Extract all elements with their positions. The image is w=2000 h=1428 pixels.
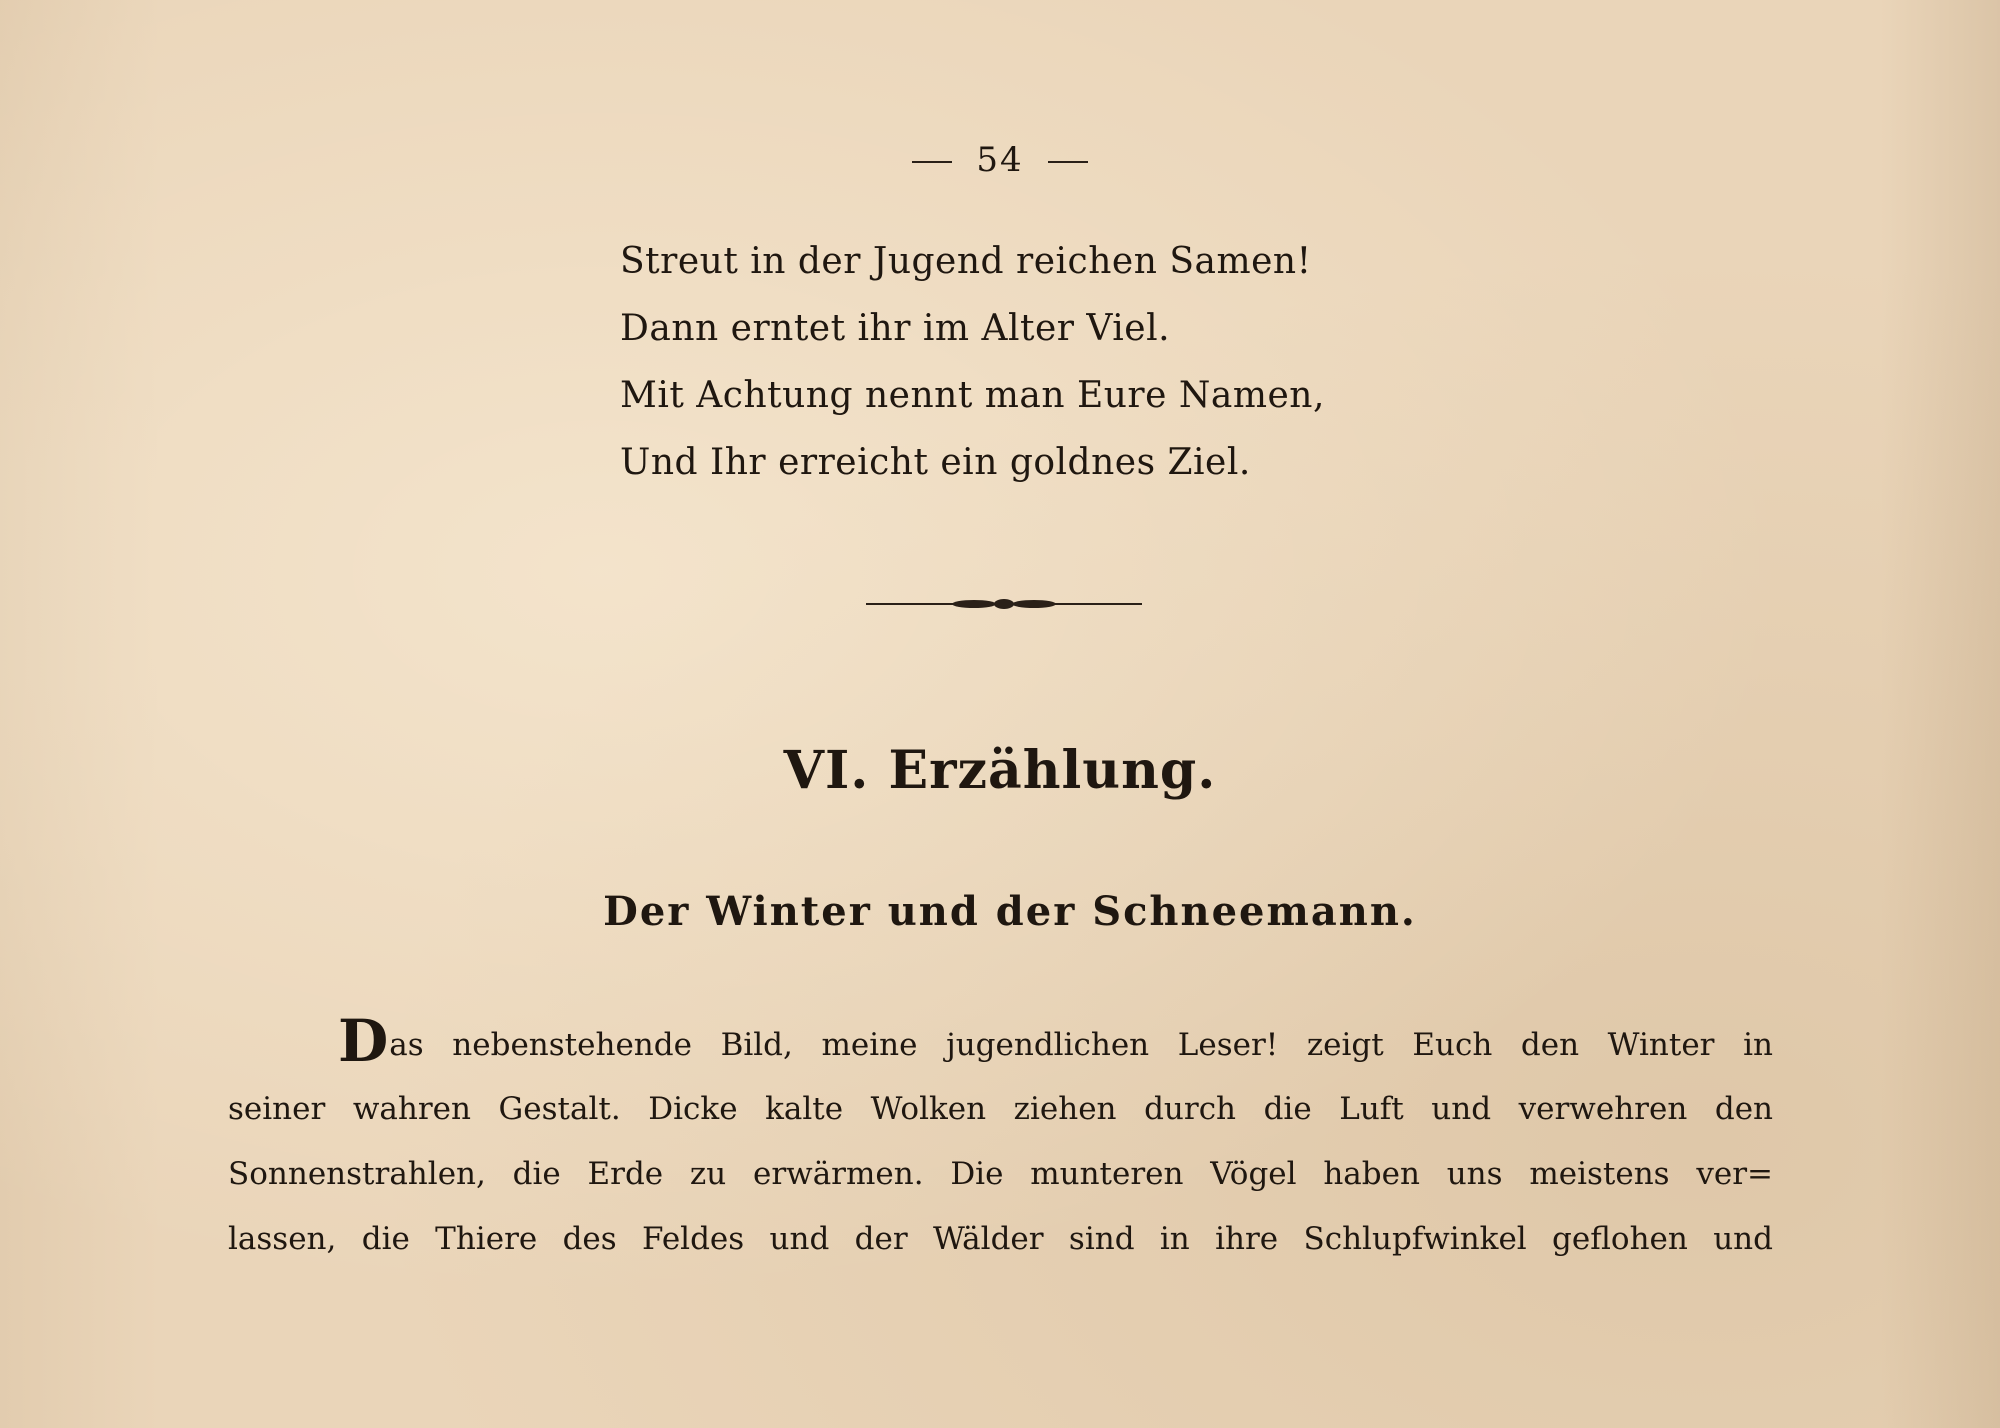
verse-line: Dann erntet ihr im Alter Viel. [620,308,1171,349]
story-title: Der Winter und der Schneemann. [603,888,1417,935]
verse-stanza [620,228,1520,496]
section-heading: VI. Erzählung. [783,740,1217,801]
body-line: seiner wahren Gestalt. Dicke kalte Wolken ziehen durch die Luft und verwehren den [228,1091,1773,1127]
body-line: Sonnenstrahlen, die Erde zu erwärmen. Die munteren Vögel haben uns meistens ver= [228,1156,1773,1192]
body-line-text: as nebenstehende Bild, meine jugendlichen Leser! zeigt Euch den Winter in [389,1027,1773,1063]
page-number [0,140,2000,180]
ornament-divider [866,594,1142,614]
verse-line: Streut in der Jugend reichen Samen! [620,241,1312,282]
left-dash [912,161,952,163]
body-line [228,1012,1773,1077]
body-line: lassen, die Thiere des Feldes und der Wälder sind in ihre Schlupfwinkel geflohen und [228,1221,1773,1257]
verse-line: Mit Achtung nennt man Eure Namen, [620,375,1325,416]
body-text [228,1012,1773,1272]
right-dash [1048,161,1088,163]
verse-line: Und Ihr erreicht ein goldnes Ziel. [620,442,1251,483]
initial-letter: D [338,1012,389,1075]
page-number-value: 54 [976,140,1024,180]
